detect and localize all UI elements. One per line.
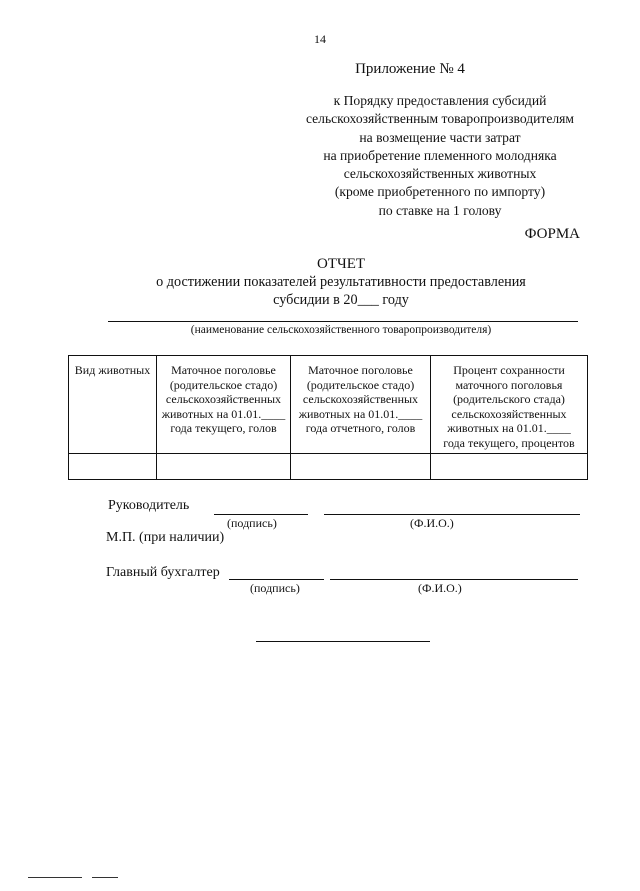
table-header-cell: Маточное поголовье (родительское стадо) сельскохозяйственных животных на 01.01.____ года текущего, голов (157, 356, 291, 454)
head-signature-caption: (подпись) (227, 516, 277, 530)
accountant-name-caption: (Ф.И.О.) (418, 581, 462, 595)
head-name-line[interactable] (324, 514, 580, 515)
report-table (68, 355, 588, 480)
seal-label: М.П. (при наличии) (106, 530, 225, 545)
accountant-label: Главный бухгалтер (106, 565, 220, 580)
footer-mark (92, 877, 118, 878)
table-cell[interactable] (431, 454, 588, 480)
appendix-title: Приложение № 4 (355, 61, 465, 77)
report-subtitle-line: субсидии в 20___ году (273, 292, 409, 308)
table-header-cell: Маточное поголовье (родительское стадо) сельскохозяйственных животных на 01.01.____ года отчетного, голов (291, 356, 431, 454)
table-header-row (69, 356, 588, 454)
appendix-line: на возмещение части затрат (359, 129, 521, 145)
page-number: 14 (314, 32, 326, 46)
form-label: ФОРМА (524, 226, 580, 242)
report-title: ОТЧЕТ (316, 256, 366, 272)
appendix-line: по ставке на 1 голову (378, 202, 502, 218)
head-name-caption: (Ф.И.О.) (410, 516, 454, 530)
report-subtitle (0, 273, 640, 309)
table-header-cell: Вид животных (69, 356, 157, 454)
head-label: Руководитель (108, 498, 190, 513)
appendix-line: сельскохозяйственных животных (343, 166, 537, 182)
accountant-name-line[interactable] (330, 579, 578, 580)
table-cell[interactable] (157, 454, 291, 480)
appendix-line: на приобретение племенного молодняка (323, 147, 557, 163)
accountant-signature-caption: (подпись) (250, 581, 300, 595)
appendix-line: (кроме приобретенного по импорту) (334, 184, 546, 200)
table-cell[interactable] (69, 454, 157, 480)
table-row (69, 454, 588, 480)
appendix-line: к Порядку предоставления субсидий (333, 93, 547, 108)
producer-name-caption: (наименование сельскохозяйственного товаропроизводителя) (190, 324, 492, 336)
appendix-text (270, 92, 610, 220)
head-signature-line[interactable] (214, 514, 308, 515)
producer-name-line[interactable] (108, 321, 578, 322)
closing-separator (256, 641, 430, 642)
appendix-line: сельскохозяйственным товаропроизводителям (305, 111, 575, 127)
report-subtitle-line: о достижении показателей результативности предоставления (156, 274, 526, 290)
table-cell[interactable] (291, 454, 431, 480)
table-header-cell: Процент сохранности маточного поголовья (родительского стада) сельскохозяйственных животных на 01.01.____ года текущего, процентов (431, 356, 588, 454)
accountant-signature-line[interactable] (229, 579, 324, 580)
footer-mark (28, 877, 82, 878)
